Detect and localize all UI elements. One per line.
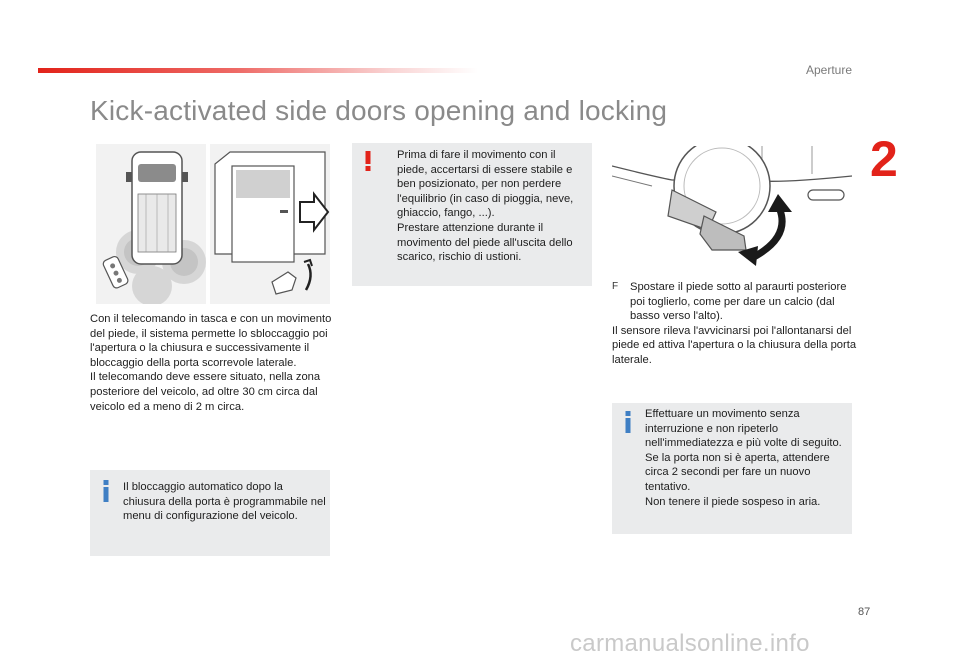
warning-box bbox=[352, 143, 592, 286]
header-accent-bar bbox=[38, 68, 478, 73]
body-text-left bbox=[90, 312, 334, 414]
warning-line: Prestare attenzione durante il movimento del piede all'uscita dello scarico, rischio di ustioni. bbox=[397, 221, 573, 264]
info-box-left bbox=[90, 470, 330, 556]
info-line: Il bloccaggio automatico dopo la chiusura della porta è programmabile nel menu di configurazione del veicolo. bbox=[123, 481, 326, 523]
van-icon bbox=[126, 152, 188, 264]
bullet-mark: F bbox=[612, 281, 619, 292]
info-text-right bbox=[645, 407, 851, 509]
paragraph: Il sensore rileva l'avvicinarsi poi l'allontanarsi del piede ed attiva l'apertura o la chiusura della porta laterale. bbox=[612, 324, 857, 366]
van-top-view-illustration bbox=[96, 144, 206, 304]
info-line: Se la porta non si è aperta, attendere circa 2 secondi per fare un nuovo tentativo. bbox=[645, 451, 830, 493]
warning-text bbox=[397, 148, 589, 265]
body-text-right bbox=[612, 280, 857, 368]
side-door-illustration bbox=[210, 144, 330, 304]
instruction-bullet bbox=[612, 280, 857, 324]
warning-line: Prima di fare il movimento con il piede, accertarsi di essere stabile e ben posizionato, per non perdere l'equilibrio (in caso di pioggia, neve, ghiaccio, fango, ...). bbox=[397, 149, 574, 220]
paragraph: Con il telecomando in tasca e con un movimento del piede, il sistema permette lo sbloccaggio poi l'apertura o la chiusura e successivamente il bloccaggio della porta scorrevole laterale. bbox=[90, 313, 332, 369]
bullet-text: Spostare il piede sotto al paraurti posteriore poi toglierlo, come per dare un calcio (dal basso verso l'alto). bbox=[630, 281, 847, 323]
page-title: Kick-activated side doors opening and locking bbox=[90, 95, 668, 126]
bumper-kick-illustration bbox=[612, 146, 852, 271]
info-line: Non tenere il piede sospeso in aria. bbox=[645, 495, 821, 508]
section-name: Aperture bbox=[805, 63, 852, 77]
paragraph: Il telecomando deve essere situato, nella zona posteriore del veicolo, ad oltre 30 cm circa dal veicolo ed a meno di 2 m circa. bbox=[90, 371, 321, 413]
info-icon bbox=[102, 480, 110, 502]
info-text-left bbox=[123, 480, 328, 524]
page-number: 87 bbox=[858, 606, 871, 618]
watermark: carmanualsonline.info bbox=[570, 630, 810, 657]
exclamation-icon bbox=[364, 151, 372, 171]
info-box-right bbox=[612, 403, 852, 534]
info-line: Effettuare un movimento senza interruzione e non ripeterlo nell'immediatezza e più volte di seguito. bbox=[645, 408, 842, 450]
info-icon bbox=[624, 411, 632, 433]
chapter-number: 2 bbox=[870, 131, 898, 187]
